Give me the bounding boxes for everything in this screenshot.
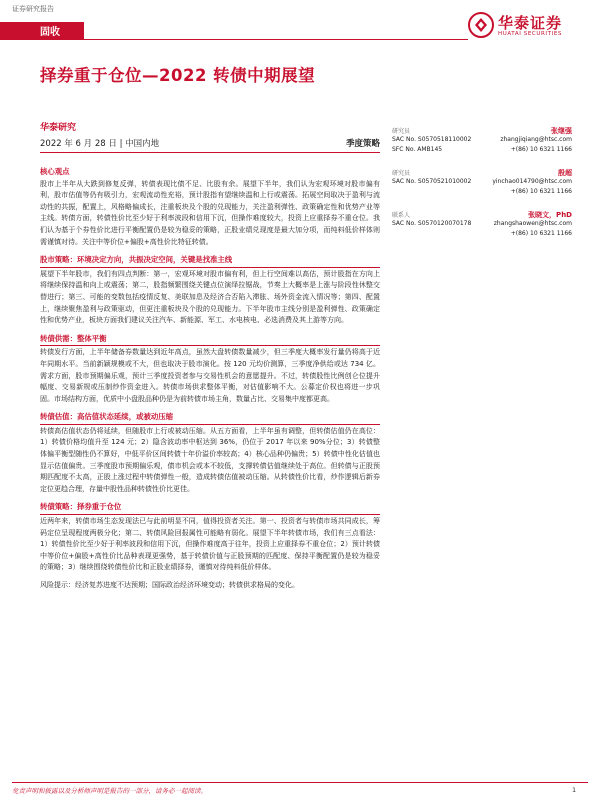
analyst-phone: +(86) 10 6321 1166 xyxy=(510,146,572,153)
section-paragraph: 股市上半年从大跌到修复反弹，转债表现比债不足、比股有余。展望下半年，我们认为宏观环境对股市偏有利，股市估值等仍有吸引力，宏观流动性充裕，预计股指有望继续温和上行或震荡。拓展空间取决于盈利与流动性的共振，配置上，风格略偏成长，注重板块及个股的兑现能力，关注盈利弹性、政策确定性和优势产业等主线。转债方面，转债性价比至少好于利率波段和信用下沉，但操作难度较大，投资上应重择券不重仓位。我们认为基于个券性价比进行平衡配置仍是较为稳妥的策略，正股业绩兑现度是最大加分项，而纯料低价样体则需谨慎对待。关注中等价位+偏股+高性价比特征转债。 xyxy=(40,179,380,246)
analyst-phone: +(86) 10 6321 1166 xyxy=(510,188,572,195)
section-paragraph: 转债发行方面，上半年储备券数量达到近年高点，虽然大盘转债数量减少，但三季度大概率发行量仍将高于近年同期水平。当前新颖规模或不大，但也取决于股市演化。按 120 元均价测算，三季度净供给或达 734 亿。需求方面，股市预期偏乐观，预计三季度投资者参与交易性机会的意愿提升。不过，转债股性比例创仑位提升幅度、交易新规或压制炒作资金进入。转债市场供求整体平衡，对估值影响不大。公募定价权也将进一步巩固。市场结构方面，优质中小盘股品种仍是为前转债市场主角，数量占比、交易集中度都更高。 xyxy=(40,348,380,403)
section-core-view xyxy=(40,166,380,248)
section-paragraph: 展望下半年股市，我们有四点判断：第一，宏观环境对股市偏有利，但上行空间难以高估，预计股指在方向上将继续保持温和向上或震荡；第二，股指频繁围绕关键点位演绎拉锯战，节奏上大概率是上涨与阶段性休整交替进行；第三、可能的变数包括疫情反复、美联加息及经济合否陷入滞胀、场外资金流入情况等；第四、配置上，继续聚焦盈利与政策驱动，但更注重板块及个股的兑现能力。下半年股市主线分别是盈利弹性、政策确定性和优势产业，板块方面我们建议关注汽车、新能源、军工、水电核电、必选消费及其上游等方向。 xyxy=(40,269,380,325)
analyst-role: 研究员 xyxy=(392,128,411,135)
date-line xyxy=(40,137,380,151)
analyst-email[interactable]: zhangshaowen@htsc.com xyxy=(493,220,572,227)
analyst-panel xyxy=(392,126,572,252)
analyst-email[interactable]: zhangjiqiang@htsc.com xyxy=(500,136,572,143)
section-heading: 核心观点 xyxy=(40,167,70,176)
report-type: 季度策略 xyxy=(345,139,380,149)
section-heading: 转债策略：择券重于仓位 xyxy=(40,501,380,515)
footer-disclaimer: 免责声明和披露以及分析师声明是报告的一部分，请务必一起阅读。 xyxy=(12,787,207,795)
analyst-sac: SAC No. S0570521010002 xyxy=(392,178,472,185)
section-equity-strategy xyxy=(40,254,380,327)
section-heading: 转债供需：整体平衡 xyxy=(40,333,380,347)
analyst-card xyxy=(392,210,572,244)
risk-paragraph: 风险提示：经济复苏进度不达预期；国际政治经济环境变动；转债供求格局的变化。 xyxy=(40,581,299,589)
brand-logo xyxy=(468,10,590,40)
analyst-role: 联系人 xyxy=(392,212,411,219)
analyst-sac: SAC No. S0570518110002 xyxy=(392,136,472,143)
report-body xyxy=(40,166,380,598)
analyst-email[interactable]: yinchao014790@htsc.com xyxy=(492,178,572,185)
category-banner xyxy=(0,22,84,40)
analyst-role: 研究员 xyxy=(392,170,411,177)
category-label: 固收 xyxy=(40,27,60,38)
huatai-logo-icon xyxy=(468,12,494,38)
section-risk-warning xyxy=(40,580,380,592)
footer-divider xyxy=(12,782,588,783)
section-valuation xyxy=(40,411,380,495)
section-heading: 股市策略：环境决定方向，共振决定空间，关键是找准主线 xyxy=(40,254,380,268)
analyst-sac: SAC No. S0570120070178 xyxy=(392,220,472,227)
analyst-name: 张晓文，PhD xyxy=(528,211,572,219)
page-number: 1 xyxy=(572,786,577,794)
analyst-phone: +(86) 10 6321 1166 xyxy=(510,230,572,237)
research-org: 华泰研究 xyxy=(40,123,77,133)
header-divider xyxy=(84,39,468,40)
section-heading: 转债估值：高估值状态延续，或被动压缩 xyxy=(40,411,380,425)
section-cb-strategy xyxy=(40,501,380,574)
brand-name-cn: 华泰证券 xyxy=(498,14,563,32)
document-type-label: 证券研究报告 xyxy=(12,5,54,13)
report-date: 2022 年 6 月 28 日 | 中国内地 xyxy=(40,139,160,149)
date-divider xyxy=(40,152,380,153)
analyst-sfc: SFC No. AMB145 xyxy=(392,146,443,153)
section-paragraph: 转债高估值状态仍将延续，但随股市上行或被动压缩。从五方面看，上半年虽有调整，但转债估值仍在高位：1）转债价格均值升至 124 元；2）隐含波动率中枢达到 36%，仍位于 2017 年以来 90%分位；3）转债整体偏平衡型随性仍不算好，中低平价区间转债十年价溢价率较高；4）核心品种仍偏贵；5）转债中性化估值也显示估值偏贵。三季度股市预期偏乐观，债市机会或本不较低，支撑转债估值继续处于高位。但转债与正股预期匹配度不太高，正股上涨过程中转债弹性一般，造成转债估值被动压缩。从转债性价比看，炒作逻辑后新券定位更趋合理，存量中股性品种转债性价比更佳。 xyxy=(40,426,380,493)
section-supply-demand xyxy=(40,333,380,406)
brand-name-en: HUATAI SECURITIES xyxy=(498,31,562,37)
report-title: 择券重于仓位—2022 转债中期展望 xyxy=(40,66,316,85)
analyst-name: 殷超 xyxy=(558,169,572,177)
analyst-name: 张继强 xyxy=(551,127,572,135)
analyst-card xyxy=(392,126,572,160)
analyst-card xyxy=(392,168,572,202)
section-paragraph: 近两年来，转债市场生态发现法已与此前明显不同，值得投资者关注。第一、投资者与转债市场共同成长，筹码定位呈现程度两极分化；第二、转债风险回报属性可能略有弱化。展望下半年转债市场，我们有三点看法：1）转债性价比至少好于利率波段和信用下沉，但操作难度高于往年，投资上应重择券不重仓位；2）预计转债中等价位+偏股+高性价比品种表现更强势，基于转债价值与正股预期的匹配度、保持平衡配置仍是较为稳妥的策略；3）继续围绕转债性价比和正股业绩择券，谨慎对待纯料低价样体。 xyxy=(40,517,380,572)
